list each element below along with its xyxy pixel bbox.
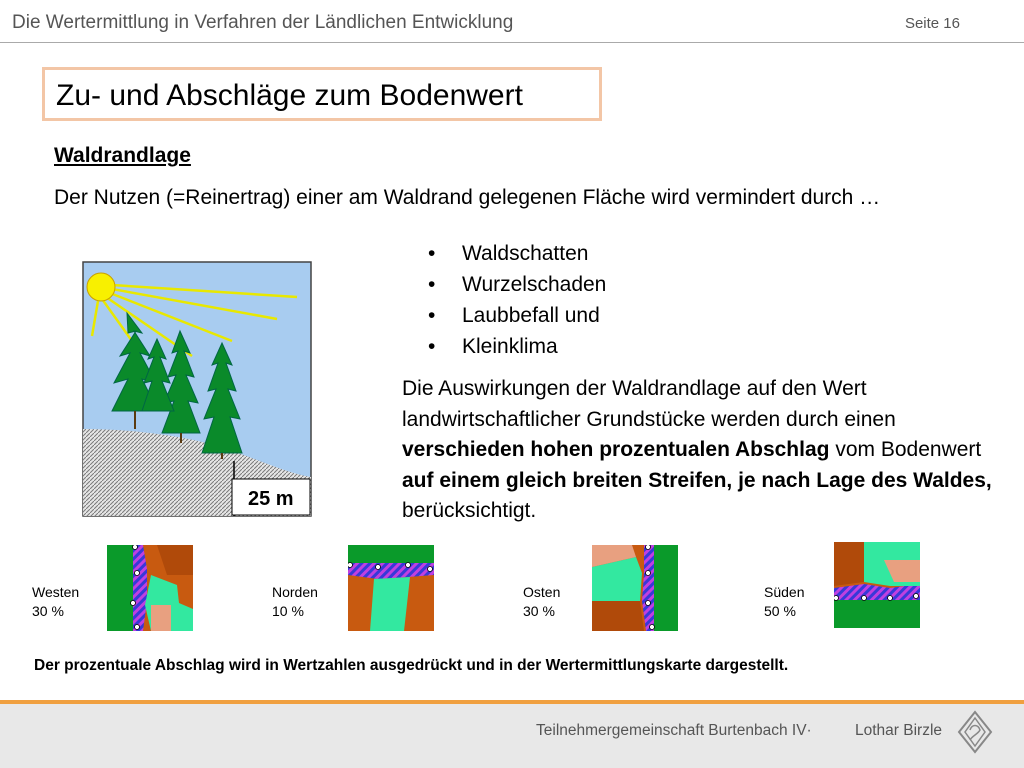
region-name: Süden: [764, 584, 805, 600]
region-percent: 10 %: [272, 603, 304, 619]
region-percent: 30 %: [32, 603, 64, 619]
map-east: [592, 545, 678, 631]
region-name: Westen: [32, 584, 80, 600]
footer-accent-line: [0, 700, 1024, 704]
region-west: [32, 583, 79, 621]
diamond-logo-icon: [957, 710, 993, 754]
region-name: Osten: [523, 584, 561, 600]
footer-organization: Teilnehmergemeinschaft Burtenbach IV·: [536, 722, 812, 739]
bullet-list: [428, 238, 606, 362]
map-north: [348, 545, 434, 631]
header-divider: [0, 42, 1024, 43]
region-percent: 50 %: [764, 603, 796, 619]
region-south: [764, 583, 804, 621]
region-name: Norden: [272, 584, 318, 600]
region-east: [523, 583, 560, 621]
intro-text: Der Nutzen (=Reinertrag) einer am Waldrand gelegenen Fläche wird vermindert durch …: [54, 186, 881, 209]
paragraph-text: vom Bodenwert: [829, 438, 982, 461]
bullet-item: • Wurzelschaden: [428, 269, 606, 300]
distance-label: 25 m: [248, 488, 294, 510]
region-north: [272, 583, 318, 621]
slide-title: Zu- und Abschläge zum Bodenwert: [56, 79, 523, 112]
map-south: [834, 542, 920, 628]
bullet-item: • Kleinklima: [428, 331, 606, 362]
bullet-item: • Laubbefall und: [428, 300, 606, 331]
bullet-item: • Waldschatten: [428, 238, 606, 269]
section-heading: Waldrandlage: [54, 144, 191, 167]
page-number: Seite 16: [904, 15, 960, 32]
paragraph-text: berücksichtigt.: [402, 499, 537, 522]
paragraph-emphasis: verschieden hohen prozentualen Abschlag: [402, 438, 830, 461]
paragraph-text: Die Auswirkungen der Waldrandlage auf den Wert landwirtschaftlicher Grundstücke werden durch einen: [402, 377, 896, 431]
footer-author: Lothar Birzle: [855, 722, 943, 739]
forest-edge-illustration: [82, 261, 312, 517]
header-title: Die Wertermittlung in Verfahren der Ländlichen Entwicklung: [12, 12, 514, 33]
region-percent: 30 %: [523, 603, 555, 619]
explanation-paragraph: [402, 374, 1002, 527]
map-west: [107, 545, 193, 631]
footnote: Der prozentuale Abschlag wird in Wertzahlen ausgedrückt und in der Wertermittlungskarte dargestellt.: [34, 657, 789, 674]
paragraph-emphasis: auf einem gleich breiten Streifen, je nach Lage des Waldes,: [402, 468, 992, 492]
